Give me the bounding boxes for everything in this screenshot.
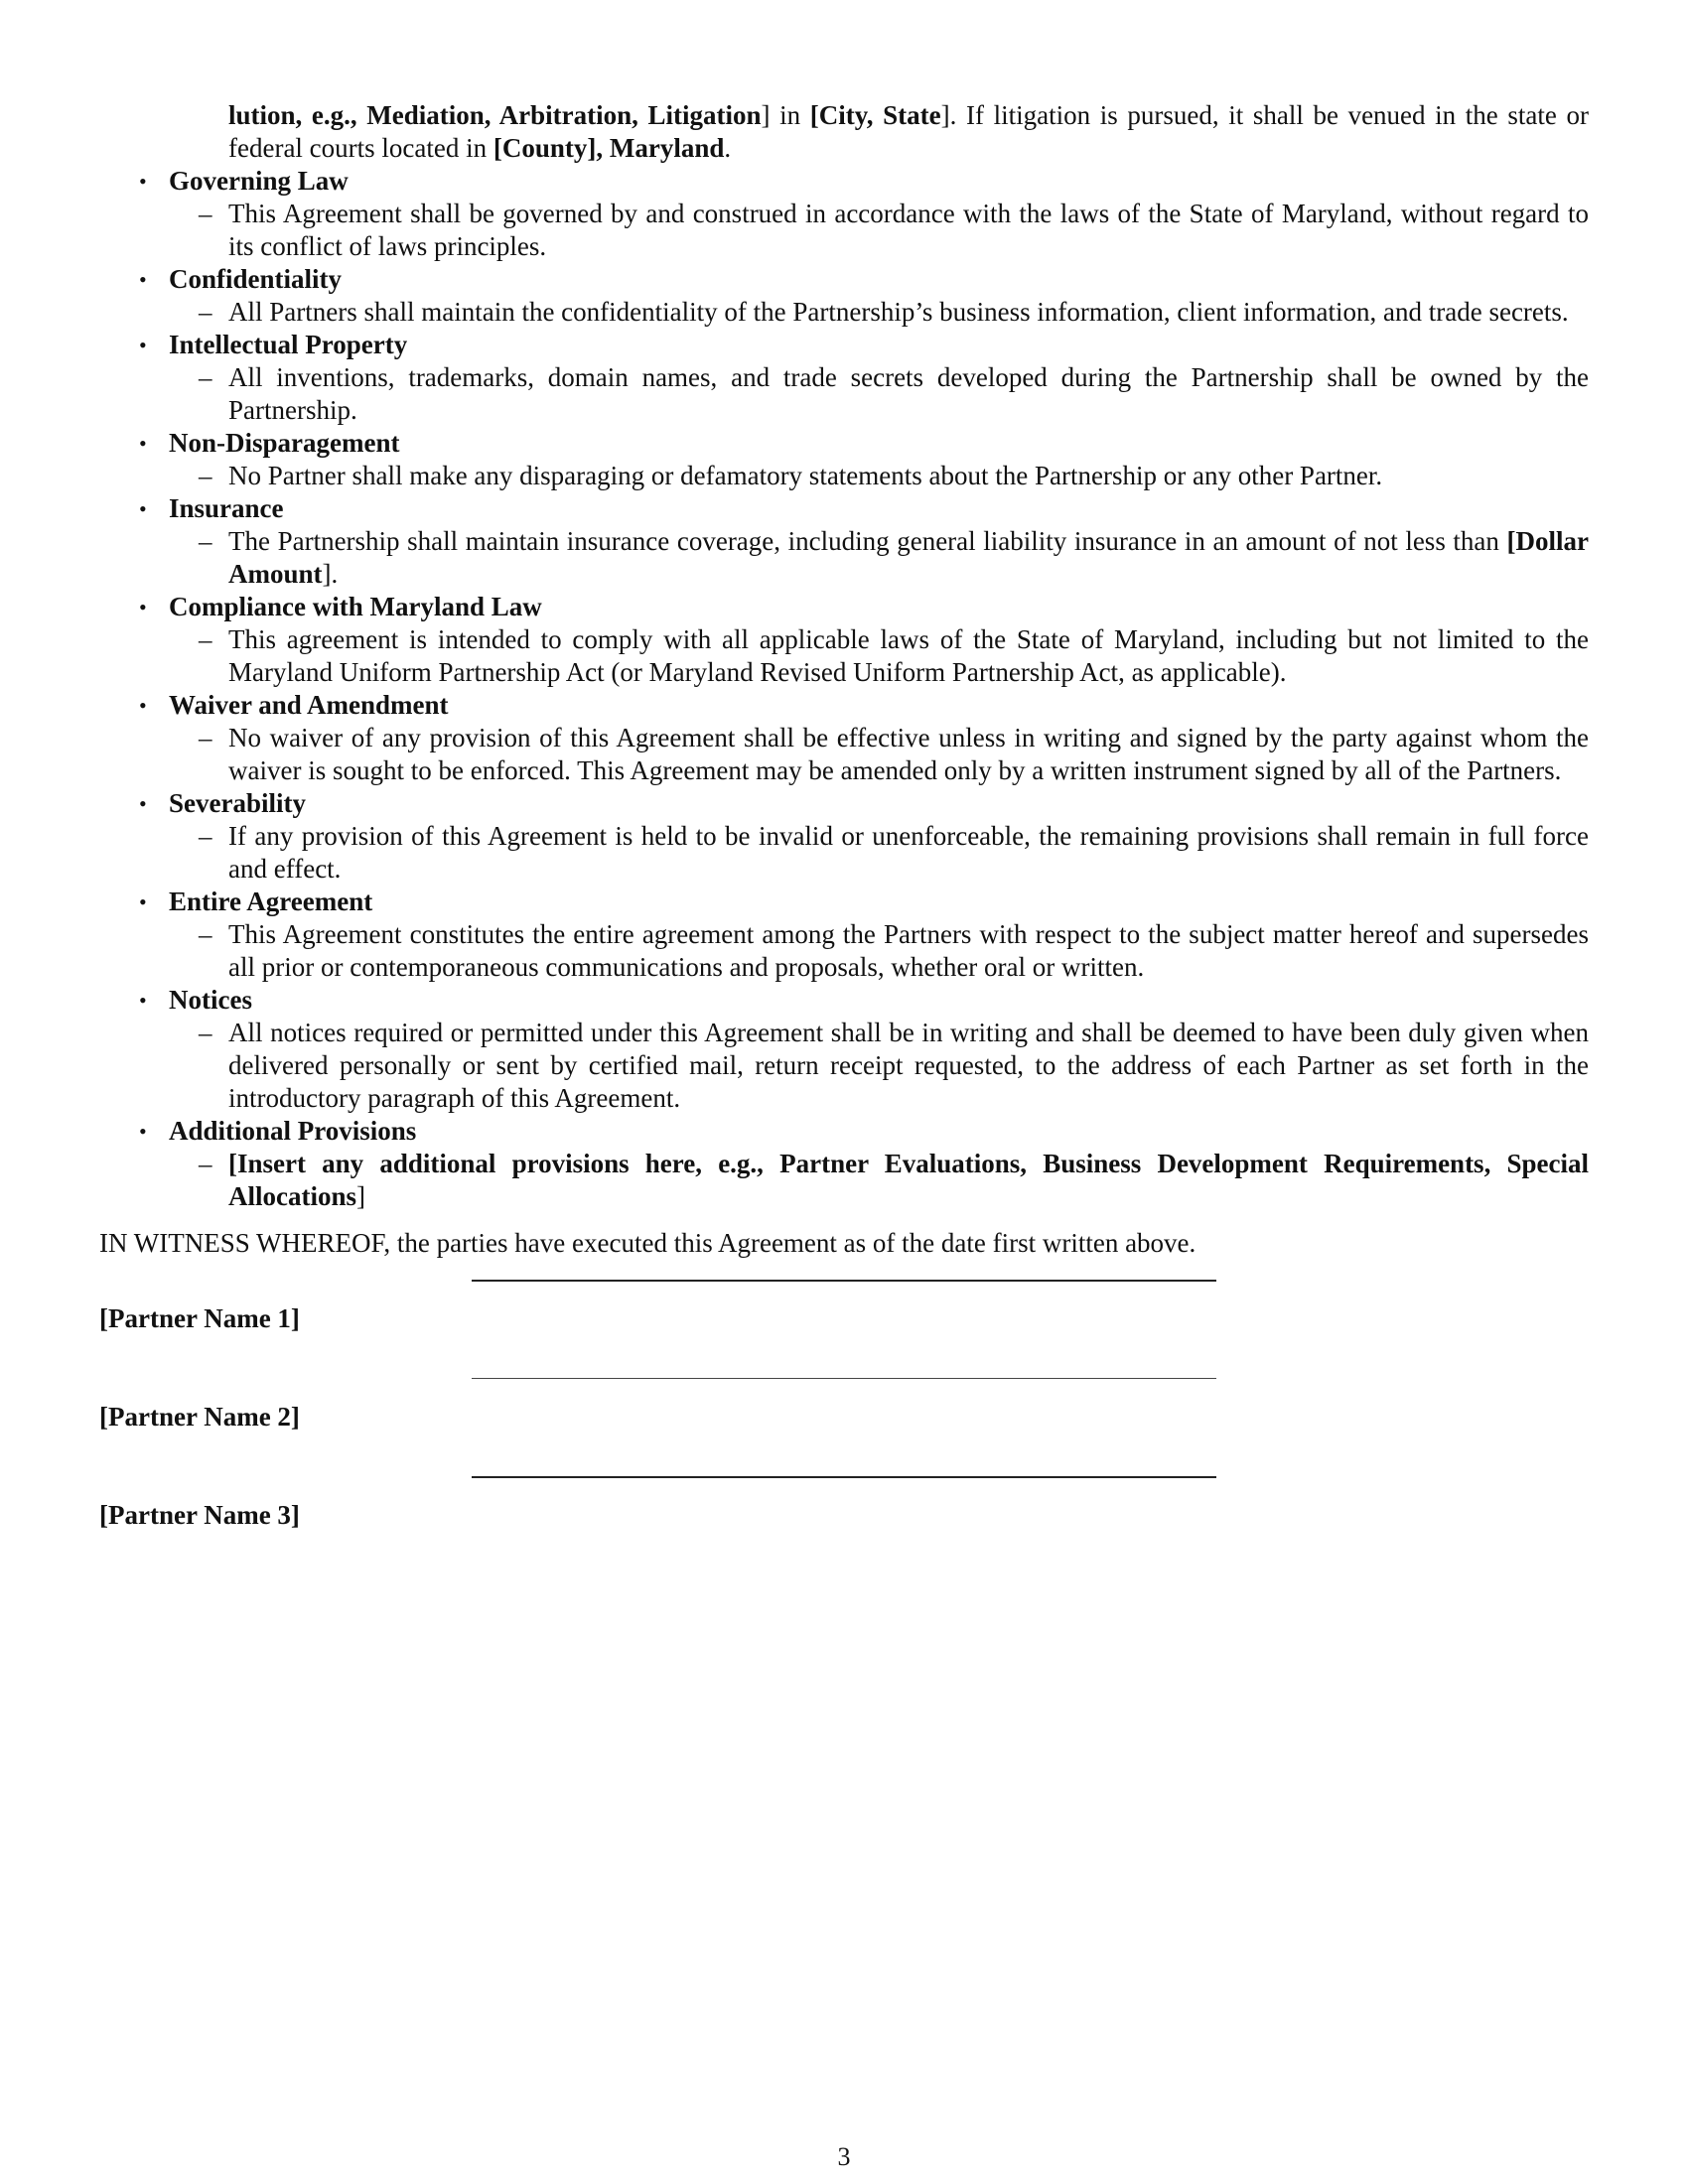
dash-icon: – (199, 624, 212, 654)
dash-icon: – (199, 919, 212, 949)
section-body (169, 296, 1589, 329)
signature-block-2 (99, 1378, 1589, 1476)
section-body (169, 722, 1589, 787)
dash-icon: – (199, 1018, 212, 1047)
bullet-icon: • (139, 595, 147, 619)
city-state-placeholder: [City, State (809, 100, 941, 130)
section-compliance (99, 591, 1589, 689)
witness-statement: IN WITNESS WHEREOF, the parties have executed this Agreement as of the date first written above. (99, 1228, 1196, 1258)
section-title: Compliance with Maryland Law (169, 592, 542, 621)
section-insurance (99, 492, 1589, 591)
section-intellectual-property (99, 329, 1589, 427)
bullet-icon: • (139, 496, 147, 521)
dash-icon: – (199, 199, 212, 228)
section-entire-agreement (99, 886, 1589, 984)
dash-icon: – (199, 526, 212, 556)
page-content (99, 99, 1589, 1574)
signature-block-3 (99, 1476, 1589, 1574)
bullet-icon: • (139, 988, 147, 1013)
dispute-methods: lution, e.g., Mediation, Arbitration, Litigation (228, 100, 762, 130)
section-waiver-amendment (99, 689, 1589, 787)
signature-line (472, 1378, 1216, 1379)
section-text: If any provision of this Agreement is held to be invalid or unenforceable, the remaining provisions shall remain in full force and effect. (228, 821, 1589, 884)
signature-block-1 (99, 1280, 1589, 1378)
section-non-disparagement (99, 427, 1589, 492)
cont-text-3: . (724, 133, 732, 163)
section-notices (99, 984, 1589, 1115)
dash-icon: – (199, 821, 212, 851)
additional-provisions-placeholder: [Insert any additional provisions here, e.g., Partner Evaluations, Business Development Requirements, Special Allocations (228, 1149, 1589, 1211)
section-confidentiality (99, 263, 1589, 329)
partner-name: [Partner Name 2] (99, 1402, 300, 1432)
section-title: Additional Provisions (169, 1116, 417, 1146)
bullet-icon: • (139, 1119, 147, 1144)
section-severability (99, 787, 1589, 886)
section-title: Insurance (169, 493, 284, 523)
section-title: Intellectual Property (169, 330, 408, 359)
bullet-icon: • (139, 889, 147, 914)
cont-text-1: ] in (761, 100, 810, 130)
section-additional-provisions (99, 1115, 1589, 1213)
dispute-resolution-continuation (228, 99, 1589, 165)
cont-text-2: ]. If litigation is pursued, it shall be venued in the state or federal courts located in (228, 100, 1589, 163)
section-text-tail: ] (356, 1181, 366, 1211)
section-title: Entire Agreement (169, 887, 373, 916)
section-body (169, 525, 1589, 591)
section-body (169, 1148, 1589, 1213)
partner-name: [Partner Name 3] (99, 1500, 300, 1530)
section-text-tail: ]. (322, 559, 339, 589)
section-body (169, 918, 1589, 984)
section-text: This Agreement constitutes the entire agreement among the Partners with respect to the subject matter hereof and supersedes all prior or contemporaneous communications and proposals, whether oral or written. (228, 919, 1589, 982)
county-placeholder: [County], Maryland (492, 133, 725, 163)
page-number: 3 (837, 2142, 851, 2171)
dash-icon: – (199, 723, 212, 752)
section-body (169, 623, 1589, 689)
section-title: Confidentiality (169, 264, 343, 294)
section-body (169, 361, 1589, 427)
section-list (99, 165, 1589, 1213)
dollar-amount-placeholder: [Dollar Amount (228, 526, 1589, 589)
section-text: This Agreement shall be governed by and construed in accordance with the laws of the State of Maryland, without regard to its conflict of laws principles. (228, 199, 1589, 261)
partner-name: [Partner Name 1] (99, 1303, 300, 1333)
bullet-icon: • (139, 267, 147, 292)
section-governing-law (99, 165, 1589, 263)
dash-icon: – (199, 297, 212, 327)
section-text: This agreement is intended to comply with all applicable laws of the State of Maryland, including but not limited to the Maryland Uniform Partnership Act (or Maryland Revised Uniform Partnership Act, as applicable). (228, 624, 1589, 687)
signature-section (99, 1280, 1589, 1574)
section-text: All Partners shall maintain the confidentiality of the Partnership’s business information, client information, and trade secrets. (228, 297, 1569, 327)
section-title: Notices (169, 985, 252, 1015)
section-body (169, 460, 1589, 492)
dash-icon: – (199, 461, 212, 490)
section-title: Non-Disparagement (169, 428, 400, 458)
section-text: All notices required or permitted under this Agreement shall be in writing and shall be deemed to have been duly given when delivered personally or sent by certified mail, return receipt requested, to the address of each Partner as set forth in the introductory paragraph of this Agreement. (228, 1018, 1589, 1113)
section-text: All inventions, trademarks, domain names, and trade secrets developed during the Partnership shall be owned by the Partnership. (228, 362, 1589, 425)
section-text: The Partnership shall maintain insurance coverage, including general liability insurance in an amount of not less than (228, 526, 1507, 556)
section-text: No waiver of any provision of this Agreement shall be effective unless in writing and signed by the party against whom the waiver is sought to be enforced. This Agreement may be amended only by a written instrument signed by all of the Partners. (228, 723, 1589, 785)
bullet-icon: • (139, 791, 147, 816)
bullet-icon: • (139, 333, 147, 357)
bullet-icon: • (139, 431, 147, 456)
dash-icon: – (199, 362, 212, 392)
signature-line (472, 1476, 1216, 1478)
section-body (169, 820, 1589, 886)
bullet-icon: • (139, 693, 147, 718)
section-title: Waiver and Amendment (169, 690, 449, 720)
section-text: No Partner shall make any disparaging or defamatory statements about the Partnership or any other Partner. (228, 461, 1383, 490)
signature-line (472, 1280, 1216, 1282)
section-body (169, 1017, 1589, 1115)
section-title: Governing Law (169, 166, 349, 196)
dash-icon: – (199, 1149, 212, 1178)
bullet-icon: • (139, 169, 147, 194)
section-body (169, 198, 1589, 263)
section-title: Severability (169, 788, 306, 818)
